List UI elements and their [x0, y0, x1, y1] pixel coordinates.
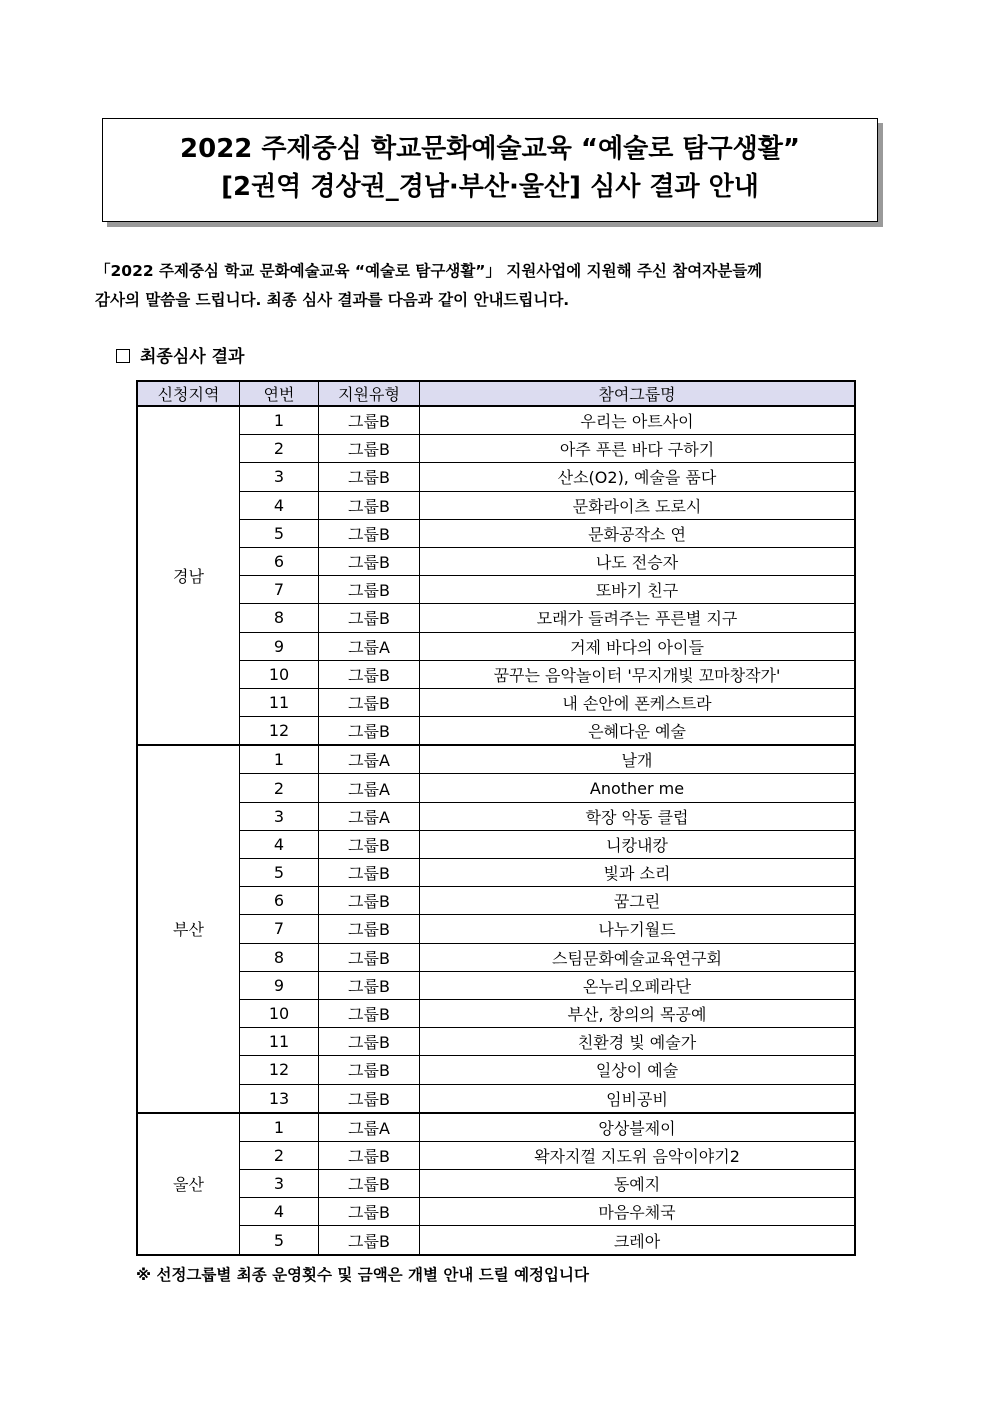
- type-cell: 그룹A: [319, 745, 420, 774]
- group-name-cell: 산소(O2), 예술을 품다: [420, 463, 856, 491]
- group-name-cell: 스팀문화예술교육연구회: [420, 943, 856, 971]
- header-region: 신청지역: [137, 381, 240, 406]
- header-group-name: 참여그룹명: [420, 381, 856, 406]
- group-name-cell: 은혜다운 예술: [420, 717, 856, 746]
- group-name-cell: 앙상블제이: [420, 1113, 856, 1142]
- type-cell: 그룹B: [319, 915, 420, 943]
- table-row: [137, 1141, 855, 1169]
- group-name-cell: Another me: [420, 774, 856, 802]
- group-name-cell: 날개: [420, 745, 856, 774]
- table-row: [137, 491, 855, 519]
- table-row: [137, 745, 855, 774]
- type-cell: 그룹B: [319, 1170, 420, 1198]
- number-cell: 2: [240, 435, 319, 463]
- section-heading: [116, 342, 244, 367]
- type-cell: 그룹B: [319, 1056, 420, 1084]
- header-type: 지원유형: [319, 381, 420, 406]
- number-cell: 10: [240, 660, 319, 688]
- number-cell: 5: [240, 859, 319, 887]
- table-row: [137, 632, 855, 660]
- type-cell: 그룹B: [319, 830, 420, 858]
- number-cell: 4: [240, 1198, 319, 1226]
- number-cell: 3: [240, 1170, 319, 1198]
- number-cell: 9: [240, 632, 319, 660]
- group-name-cell: 부산, 창의의 목공예: [420, 999, 856, 1027]
- table-row: [137, 887, 855, 915]
- table-row: [137, 999, 855, 1027]
- number-cell: 3: [240, 463, 319, 491]
- type-cell: 그룹A: [319, 1113, 420, 1142]
- type-cell: 그룹B: [319, 1084, 420, 1113]
- number-cell: 1: [240, 745, 319, 774]
- number-cell: 4: [240, 491, 319, 519]
- table-row: [137, 1056, 855, 1084]
- type-cell: 그룹B: [319, 999, 420, 1027]
- checkbox-square-icon: [116, 349, 130, 363]
- intro-line-2: 감사의 말씀을 드립니다. 최종 심사 결과를 다음과 같이 안내드립니다.: [95, 291, 570, 309]
- table-row: [137, 435, 855, 463]
- number-cell: 10: [240, 999, 319, 1027]
- table-row: [137, 830, 855, 858]
- intro-paragraph: [95, 257, 900, 315]
- section-title: 최종심사 결과: [140, 347, 245, 367]
- group-name-cell: 문화라이츠 도로시: [420, 491, 856, 519]
- table-row: [137, 971, 855, 999]
- type-cell: 그룹B: [319, 887, 420, 915]
- number-cell: 2: [240, 774, 319, 802]
- type-cell: 그룹B: [319, 435, 420, 463]
- number-cell: 7: [240, 576, 319, 604]
- group-name-cell: 거제 바다의 아이들: [420, 632, 856, 660]
- table-row: [137, 604, 855, 632]
- table-row: [137, 859, 855, 887]
- table-row: [137, 943, 855, 971]
- table-row: [137, 688, 855, 716]
- number-cell: 3: [240, 802, 319, 830]
- table-row: [137, 660, 855, 688]
- group-name-cell: 나도 전승자: [420, 547, 856, 575]
- type-cell: 그룹B: [319, 1198, 420, 1226]
- group-name-cell: 동예지: [420, 1170, 856, 1198]
- type-cell: 그룹B: [319, 406, 420, 435]
- region-cell: 부산: [137, 745, 240, 1112]
- group-name-cell: 임비공비: [420, 1084, 856, 1113]
- intro-line-1: 「2022 주제중심 학교 문화예술교육 “예술로 탐구생활”」 지원사업에 지원해 주신 참여자분들께: [95, 262, 763, 280]
- group-name-cell: 왁자지껄 지도위 음악이야기2: [420, 1141, 856, 1169]
- type-cell: 그룹B: [319, 491, 420, 519]
- type-cell: 그룹B: [319, 717, 420, 746]
- table-row: [137, 576, 855, 604]
- table-row: [137, 1113, 855, 1142]
- group-name-cell: 온누리오페라단: [420, 971, 856, 999]
- number-cell: 13: [240, 1084, 319, 1113]
- number-cell: 12: [240, 1056, 319, 1084]
- region-cell: 경남: [137, 406, 240, 745]
- number-cell: 11: [240, 688, 319, 716]
- number-cell: 6: [240, 547, 319, 575]
- table-row: [137, 915, 855, 943]
- type-cell: 그룹B: [319, 1141, 420, 1169]
- table-row: [137, 463, 855, 491]
- type-cell: 그룹B: [319, 859, 420, 887]
- number-cell: 7: [240, 915, 319, 943]
- number-cell: 5: [240, 1226, 319, 1255]
- type-cell: 그룹B: [319, 688, 420, 716]
- group-name-cell: 꿈그린: [420, 887, 856, 915]
- type-cell: 그룹A: [319, 632, 420, 660]
- table-row: [137, 1198, 855, 1226]
- type-cell: 그룹B: [319, 1028, 420, 1056]
- type-cell: 그룹B: [319, 463, 420, 491]
- number-cell: 4: [240, 830, 319, 858]
- type-cell: 그룹B: [319, 943, 420, 971]
- region-cell: 울산: [137, 1113, 240, 1255]
- group-name-cell: 일상이 예술: [420, 1056, 856, 1084]
- group-name-cell: 친환경 빛 예술가: [420, 1028, 856, 1056]
- type-cell: 그룹B: [319, 660, 420, 688]
- group-name-cell: 우리는 아트사이: [420, 406, 856, 435]
- table-row: [137, 1028, 855, 1056]
- type-cell: 그룹B: [319, 604, 420, 632]
- number-cell: 8: [240, 943, 319, 971]
- table-row: [137, 519, 855, 547]
- group-name-cell: 빛과 소리: [420, 859, 856, 887]
- number-cell: 9: [240, 971, 319, 999]
- page-title: 2022 주제중심 학교문화예술교육 “예술로 탐구생활”: [180, 134, 800, 164]
- table-row: [137, 547, 855, 575]
- group-name-cell: 니캉내캉: [420, 830, 856, 858]
- number-cell: 1: [240, 1113, 319, 1142]
- group-name-cell: 또바기 친구: [420, 576, 856, 604]
- type-cell: 그룹B: [319, 971, 420, 999]
- table-row: [137, 1226, 855, 1255]
- type-cell: 그룹B: [319, 547, 420, 575]
- type-cell: 그룹B: [319, 1226, 420, 1255]
- number-cell: 8: [240, 604, 319, 632]
- table-row: [137, 1084, 855, 1113]
- header-number: 연번: [240, 381, 319, 406]
- number-cell: 5: [240, 519, 319, 547]
- page-subtitle: [2권역 경상권_경남·부산·울산] 심사 결과 안내: [221, 172, 759, 202]
- type-cell: 그룹A: [319, 774, 420, 802]
- number-cell: 11: [240, 1028, 319, 1056]
- group-name-cell: 학장 악동 클럽: [420, 802, 856, 830]
- number-cell: 12: [240, 717, 319, 746]
- number-cell: 2: [240, 1141, 319, 1169]
- table-header-row: [137, 381, 855, 406]
- results-table: [136, 380, 856, 1256]
- number-cell: 1: [240, 406, 319, 435]
- table-row: [137, 774, 855, 802]
- table-row: [137, 1170, 855, 1198]
- table-row: [137, 802, 855, 830]
- group-name-cell: 마음우체국: [420, 1198, 856, 1226]
- group-name-cell: 문화공작소 연: [420, 519, 856, 547]
- number-cell: 6: [240, 887, 319, 915]
- type-cell: 그룹B: [319, 576, 420, 604]
- title-box: [102, 118, 878, 222]
- type-cell: 그룹A: [319, 802, 420, 830]
- group-name-cell: 내 손안에 폰케스트라: [420, 688, 856, 716]
- type-cell: 그룹B: [319, 519, 420, 547]
- group-name-cell: 나누기월드: [420, 915, 856, 943]
- table-row: [137, 717, 855, 746]
- group-name-cell: 꿈꾸는 음악놀이터 '무지개빛 꼬마창작가': [420, 660, 856, 688]
- table-row: [137, 406, 855, 435]
- table-body: [137, 406, 855, 1255]
- footnote: ※ 선정그룹별 최종 운영횟수 및 금액은 개별 안내 드릴 예정입니다: [136, 1266, 589, 1284]
- group-name-cell: 아주 푸른 바다 구하기: [420, 435, 856, 463]
- group-name-cell: 크레아: [420, 1226, 856, 1255]
- group-name-cell: 모래가 들려주는 푸른별 지구: [420, 604, 856, 632]
